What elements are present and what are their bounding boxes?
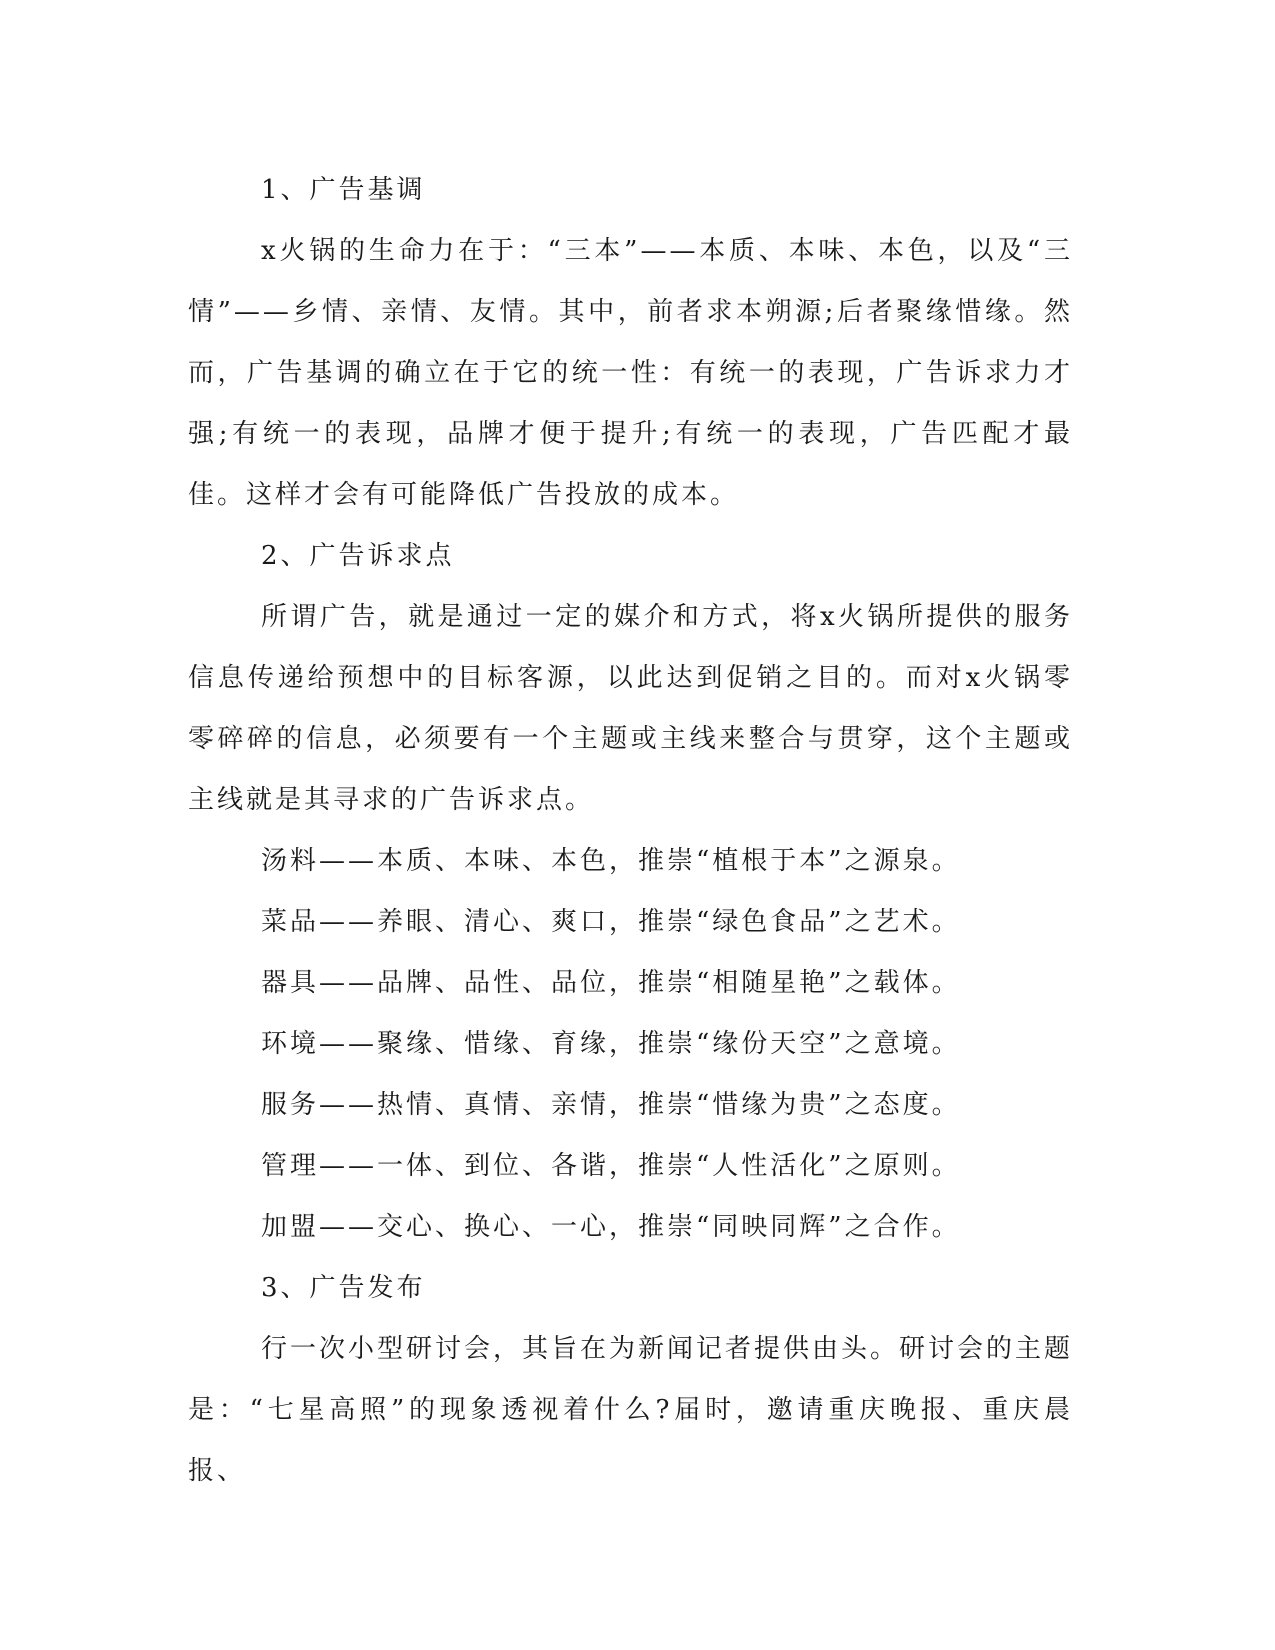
- appeal-item-service: 服务——热情、真情、亲情，推崇“惜缘为贵”之态度。: [261, 1090, 961, 1120]
- document-body: [188, 160, 1073, 1502]
- paragraph-tone: x火锅的生命力在于：“三本”——本质、本味、本色，以及“三情”——乡情、亲情、友情。其中，前者求本朔源;后者聚缘惜缘。然而，广告基调的确立在于它的统一性：有统一的表现，广告诉求力才强;有统一的表现，品牌才便于提升;有统一的表现，广告匹配才最佳。这样才会有可能降低广告投放的成本。: [188, 236, 1073, 510]
- appeal-item-soup: 汤料——本质、本味、本色，推崇“植根于本”之源泉。: [261, 846, 961, 876]
- paragraph-release: 行一次小型研讨会，其旨在为新闻记者提供由头。研讨会的主题是：“七星高照”的现象透视着什么?届时，邀请重庆晚报、重庆晨报、: [188, 1334, 1074, 1486]
- section-heading-tone: 1、广告基调: [261, 175, 426, 205]
- appeal-item-environment: 环境——聚缘、惜缘、育缘，推崇“缘份天空”之意境。: [261, 1029, 961, 1059]
- paragraph-appeal: 所谓广告，就是通过一定的媒介和方式，将x火锅所提供的服务信息传递给预想中的目标客源，以此达到促销之目的。而对x火锅零零碎碎的信息，必须要有一个主题或主线来整合与贯穿，这个主题或主线就是其寻求的广告诉求点。: [188, 602, 1073, 815]
- section-heading-appeal: 2、广告诉求点: [261, 541, 455, 571]
- appeal-item-franchise: 加盟——交心、换心、一心，推崇“同映同辉”之合作。: [261, 1212, 961, 1242]
- appeal-item-management: 管理——一体、到位、各谐，推崇“人性活化”之原则。: [261, 1151, 961, 1181]
- appeal-item-utensils: 器具——品牌、品性、品位，推崇“相随星艳”之载体。: [261, 968, 961, 998]
- section-heading-release: 3、广告发布: [261, 1273, 426, 1303]
- appeal-item-dishes: 菜品——养眼、清心、爽口，推崇“绿色食品”之艺术。: [261, 907, 961, 937]
